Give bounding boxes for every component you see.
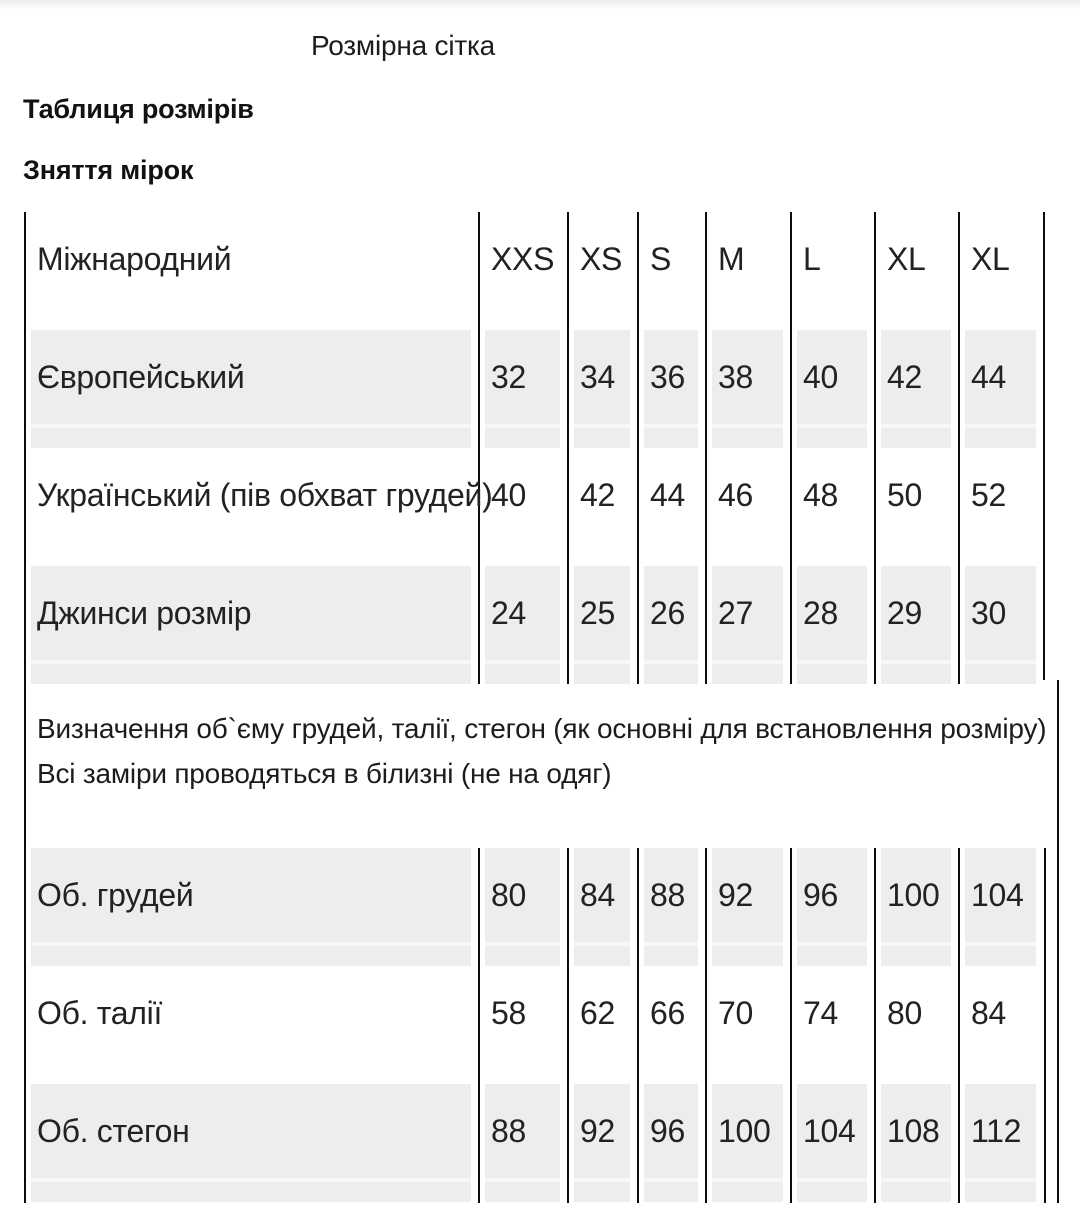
table-row bbox=[0, 566, 1080, 684]
size-value: 52 bbox=[971, 476, 1006, 513]
table-row bbox=[0, 1084, 1080, 1202]
measure-value: 96 bbox=[644, 1084, 698, 1178]
table-row bbox=[0, 966, 1080, 1084]
size-value: 44 bbox=[650, 476, 685, 513]
size-value: 38 bbox=[712, 330, 783, 424]
size-value: 29 bbox=[881, 566, 951, 660]
size-value: 25 bbox=[574, 566, 630, 660]
page-title: Розмірна сітка bbox=[310, 30, 496, 61]
row-label: Об. стегон bbox=[31, 1084, 471, 1178]
measure-value: 112 bbox=[965, 1084, 1036, 1178]
measure-value: 104 bbox=[965, 848, 1036, 942]
size-value: S bbox=[650, 240, 672, 277]
measure-value: 100 bbox=[881, 848, 951, 942]
measure-value: 84 bbox=[971, 994, 1006, 1031]
measure-value: 62 bbox=[580, 994, 615, 1031]
measure-value: 88 bbox=[644, 848, 698, 942]
size-value: 48 bbox=[803, 476, 838, 513]
size-value: 36 bbox=[644, 330, 698, 424]
measure-value: 88 bbox=[485, 1084, 560, 1178]
measure-value: 92 bbox=[712, 848, 783, 942]
size-value: 32 bbox=[485, 330, 560, 424]
row-label: Український (пів обхват грудей) bbox=[37, 476, 493, 513]
size-value: 27 bbox=[712, 566, 783, 660]
size-value: 46 bbox=[718, 476, 753, 513]
size-value: 24 bbox=[485, 566, 560, 660]
top-edge-shadow bbox=[0, 0, 1080, 10]
table-row bbox=[0, 448, 1080, 566]
size-table bbox=[0, 212, 1080, 684]
size-value: M bbox=[718, 240, 745, 277]
row-label: Міжнародний bbox=[37, 240, 232, 277]
table-row bbox=[0, 212, 1080, 330]
size-value: XXS bbox=[491, 240, 555, 277]
size-value: 28 bbox=[797, 566, 867, 660]
row-label: Об. талії bbox=[37, 994, 163, 1031]
row-label: Об. грудей bbox=[31, 848, 471, 942]
size-value: XS bbox=[580, 240, 623, 277]
measure-value: 96 bbox=[797, 848, 867, 942]
size-value: 26 bbox=[644, 566, 698, 660]
note-line-2: Всі заміри проводяться в білизні (не на одяг) bbox=[37, 758, 612, 789]
size-value: 30 bbox=[965, 566, 1036, 660]
measure-value: 100 bbox=[712, 1084, 783, 1178]
size-value: 50 bbox=[887, 476, 922, 513]
measure-value: 74 bbox=[803, 994, 838, 1031]
size-value: 40 bbox=[491, 476, 526, 513]
size-value: 34 bbox=[574, 330, 630, 424]
measure-value: 58 bbox=[491, 994, 526, 1031]
size-value: L bbox=[803, 240, 821, 277]
table-row bbox=[0, 848, 1080, 966]
measurements-table bbox=[0, 848, 1080, 1202]
size-value: XL bbox=[887, 240, 926, 277]
row-label: Європейський bbox=[31, 330, 471, 424]
size-value: 42 bbox=[580, 476, 615, 513]
size-value: XL bbox=[971, 240, 1010, 277]
note-line-1: Визначення об`єму грудей, талії, стегон (як основні для встановлення розміру) bbox=[37, 713, 1047, 744]
heading-size-table: Таблиця розмірів bbox=[23, 94, 254, 124]
size-value: 42 bbox=[881, 330, 951, 424]
measure-value: 80 bbox=[485, 848, 560, 942]
measure-value: 92 bbox=[574, 1084, 630, 1178]
measure-value: 108 bbox=[881, 1084, 951, 1178]
size-value: 44 bbox=[965, 330, 1036, 424]
measurement-note bbox=[37, 706, 1047, 796]
row-label: Джинси розмір bbox=[31, 566, 471, 660]
measure-value: 80 bbox=[887, 994, 922, 1031]
measure-value: 66 bbox=[650, 994, 685, 1031]
size-value: 40 bbox=[797, 330, 867, 424]
table-row bbox=[0, 330, 1080, 448]
measure-value: 104 bbox=[797, 1084, 867, 1178]
measure-value: 84 bbox=[574, 848, 630, 942]
heading-measurements: Зняття мірок bbox=[23, 155, 194, 185]
measure-value: 70 bbox=[718, 994, 753, 1031]
